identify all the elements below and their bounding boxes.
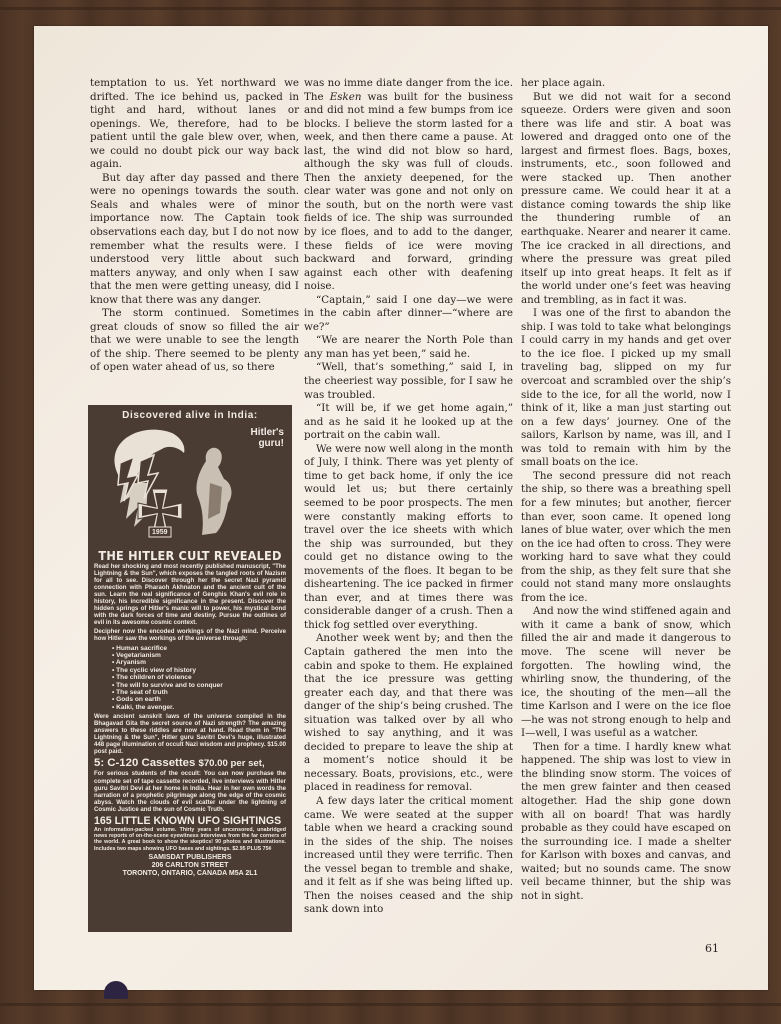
advertisement xyxy=(88,405,292,932)
paragraph: But we did not wait for a second squeeze. Orders were given and soon there was life and stir. A boat was lowered and dragged onto one of the largest and firmest floes. Bags, boxes, instruments, etc., soon followed and were stacked up. Then another pressure came. We could hear it at a distance coming towards the ship like the thundering rumble of an earthquake. Nearer and nearer it came. The ice cracked in all directions, and where the pressure was great piled itself up into great heaps. It felt as if the world under one’s feet was heaving and trembling, as in fact it was. xyxy=(521,90,731,306)
ad-list-item: • Human sacrifice xyxy=(112,645,286,652)
ad-paragraph: Were ancient sanskrit laws of the universe compiled in the Bhagavad Gita the secret source of Nazi strength? The amazing answers to these riddles are now at hand. Read them in "The Lightning & the Sun", Hitler guru Savitri Devi's huge, illustrated 448 page illumination of occult Nazi wisdom and prophecy. $15.00 post paid. xyxy=(94,713,286,756)
text-column-2 xyxy=(304,77,513,917)
ad-guru-line: guru! xyxy=(258,438,284,449)
page-number: 61 xyxy=(705,942,719,955)
ad-list-item: • Kalki, the avenger. xyxy=(112,704,286,711)
ad-publisher-address xyxy=(94,854,286,879)
text-column-1 xyxy=(90,77,299,375)
ad-list-item: • The seat of truth xyxy=(112,689,286,696)
ad-cassettes-heading xyxy=(94,757,286,770)
ad-list-item: • The will to survive and to conquer xyxy=(112,682,286,689)
text-column-3 xyxy=(521,77,731,903)
paragraph: her place again. xyxy=(521,77,606,89)
paragraph: “We are nearer the North Pole than any man has yet been,” said he. xyxy=(304,334,513,360)
ad-publisher-name: SAMISDAT PUBLISHERS xyxy=(148,853,232,861)
ad-list-item: • The cyclic view of history xyxy=(112,667,286,674)
wood-grain xyxy=(0,1003,781,1006)
paragraph: temptation to us. Yet northward we drifted. The ice behind us, packed in tight and hard, without lanes or openings. We, therefore, had to be patient until the gale blew over, when, we could no doubt pick our way back again. xyxy=(90,77,299,171)
ad-paragraph: Read her shocking and most recently published manuscript, "The Lightning & the Sun", which exposes the tangled roots of Nazism for all to see. Discover through her the secret Nazi pyramid connection with Pharaoh Akhnaton and the ancient cult of the sun. Learn the real significance of Genghis Khan's evil role in history, his incredible significance in the present. Discover the hidden springs of Hitler's manic will to power, his mystical bond with the dark forces of time and destiny. Pursue the outlines of evil in its awesome cosmic context. xyxy=(94,563,286,627)
ad-body xyxy=(94,713,286,755)
paragraph: Another week went by; and then the Captain gathered the men into the cabin and spoke to them. He explained that the ice pressure was getting greater each day, and that there was danger of the ship’s being crushed. The situation was talked over by all who wished to say anything, and it was decided to prepare to leave the ship at a moment’s notice should it be necessary. Boats, provisions, etc., were placed in readiness for removal. xyxy=(304,632,513,794)
paragraph: “Captain,” said I one day—we were in the cabin after dinner—“where are we?” xyxy=(304,293,513,333)
ad-body xyxy=(94,770,286,812)
paragraph: A few days later the critical moment came. We were seated at the supper table when we heard a cracking sound in the sides of the ship. The noises increased until they were terrific. Then the vessel began to tremble and shake, and it felt as if she was being lifted up. Then the noises ceased and the ship sank down into xyxy=(304,794,513,916)
ad-list-item: • Gods on earth xyxy=(112,696,286,703)
paragraph xyxy=(304,77,513,294)
ad-ufo-description: An information-packed volume. Thirty years of uncensored, unabridged news reports of on-the-scene eyewitness interviews from the far corners of the world. A great book to show the skeptics! 90 photos and illustrations. Includes two maps showing UFO bases and sightings. $2.95 PLUS 75¢ xyxy=(94,826,286,852)
paragraph: The second pressure did not reach the ship, so there was a breathing spell for a few minutes; but another, fiercer than ever, soon came. It opened long lanes of blue water, over which the men on the ice had often to cross. They were working hard to save what they could from the ship, as they felt sure that she could not stand many more onslaughts from the ice. xyxy=(521,469,731,604)
paragraph: “It will be, if we get home again,” and as he said it he looked up at the portrait on the cabin wall. xyxy=(304,402,513,442)
ad-publisher-street: 206 CARLTON STREET xyxy=(151,862,229,870)
ad-headline: THE HITLER CULT REVEALED xyxy=(98,548,282,563)
ad-list-item: • Aryanism xyxy=(112,659,286,666)
ad-publisher-city: TORONTO, ONTARIO, CANADA M5A 2L1 xyxy=(122,870,258,878)
paragraph: I was one of the first to abandon the ship. I was told to take what belongings I could carry in my hands and get over to the ice floe. I picked up my small traveling bag, slipped on my fur overcoat and scrambled over the ship’s side to the ice, for all the world, now I think of it, like a man just starting out on a few days’ journey. One of the sailors, Karlson by name, was ill, and I was told to remain with him by the small boats on the ice. xyxy=(521,307,731,469)
ad-cassettes-title: 5: C-120 Cassettes xyxy=(94,757,196,770)
paragraph: We were now well along in the month of July, I think. There was yet plenty of time to get back home, if only the ice would let us; but there certainly seemed to be poor prospects. The men were constantly making efforts to travel over the ice sheets with which the ship was surrounded, but they could get no distance owing to the movements of the floes. It began to be disheartening. The ice packed in firmer than ever, and at times there was considerable danger of a crush. Then a thick fog settled over everything. xyxy=(304,442,513,631)
ad-ufo-heading: 165 LITTLE KNOWN UFO SIGHTINGS xyxy=(94,814,282,827)
ship-name: Esken xyxy=(329,90,362,103)
paragraph: Then for a time. I hardly knew what happened. The ship was lost to view in the blinding snow storm. The voices of the men grew fainter and then ceased altogether. Had the ship gone down with all on board! That was hardly probable as they could have escaped on the surrounding ice. I made a shelter for Karlson with boxes and canvas, and waited; but no sounds came. The snow veil became thinner, but the ship was not in sight. xyxy=(521,740,731,902)
ad-illustration xyxy=(94,423,286,549)
paragraph: “Well, that’s something,” said I, in the cheeriest way possible, for I saw he was troubled. xyxy=(304,361,513,401)
ad-body xyxy=(94,563,286,643)
ad-paragraph: Decipher now the encoded workings of the Nazi mind. Perceive how Hitler saw the workings of the universe through: xyxy=(94,628,286,643)
ink-blot xyxy=(104,981,128,999)
paragraph: And now the wind stiffened again and with it came a bank of snow, which filled the air and made it dangerous to move. The scene will never be forgotten. The howling wind, the whirling snow, the thundering, of the ice, the shouting of the men—all the time Karlson and I were on the ice floe—he was not strong enough to help and I—well, I was useful as a watcher. xyxy=(521,605,731,740)
wood-grain xyxy=(0,7,781,10)
magazine-page xyxy=(34,26,768,990)
ad-top-line: Discovered alive in India: xyxy=(122,410,258,421)
paragraph-text: was no imme diate danger from the ice. The xyxy=(304,77,513,103)
ad-list xyxy=(112,645,286,712)
ad-list-item: • Vegetarianism xyxy=(112,652,286,659)
ad-guru-line: Hitler's xyxy=(250,427,284,438)
paragraph: But day after day passed and there were no openings towards the south. Seals and whales were of minor importance now. The Captain took observations each day, but I do not now remember what the results were. I understood very little about such matters anyway, and only when I saw that the men were getting uneasy, did I know that there was any danger. xyxy=(90,171,299,306)
ad-year: 1959 xyxy=(152,529,168,536)
ad-list-item: • The children of violence xyxy=(112,674,286,681)
ad-cassettes-price: $70.00 per set, xyxy=(198,758,265,770)
paragraph-text: was built for the business and did not mind a few bumps from ice blocks. I believe the storm lasted for a week, and then there came a pause. At last, the wind did not blow so hard, although the sky was full of clouds. Then the anxiety deepened, for the clear water was gone and not only on the south, but on the north were vast fields of ice. The ship was surrounded by ice floes, and to add to the danger, these fields of ice were moving backward and forward, grinding against each other with deafening noise. xyxy=(304,90,513,293)
ad-guru-label xyxy=(250,427,284,449)
ad-paragraph: For serious students of the occult: You can now purchase the complete set of tape cassette recorded, live interviews with Hitler guru Savitri Devi at her home in India. Hear in her own words the narration of a prophetic pilgrimage along the edge of the cosmic abyss. Watch the clouds of evil scatter under the lightning of Cosmic Justice and the sun of Cosmic Truth. xyxy=(94,770,286,813)
paragraph: The storm continued. Sometimes great clouds of snow so filled the air that we were unable to see the length of the ship. There seemed to be plenty of open water ahead of us, so there xyxy=(90,307,299,374)
